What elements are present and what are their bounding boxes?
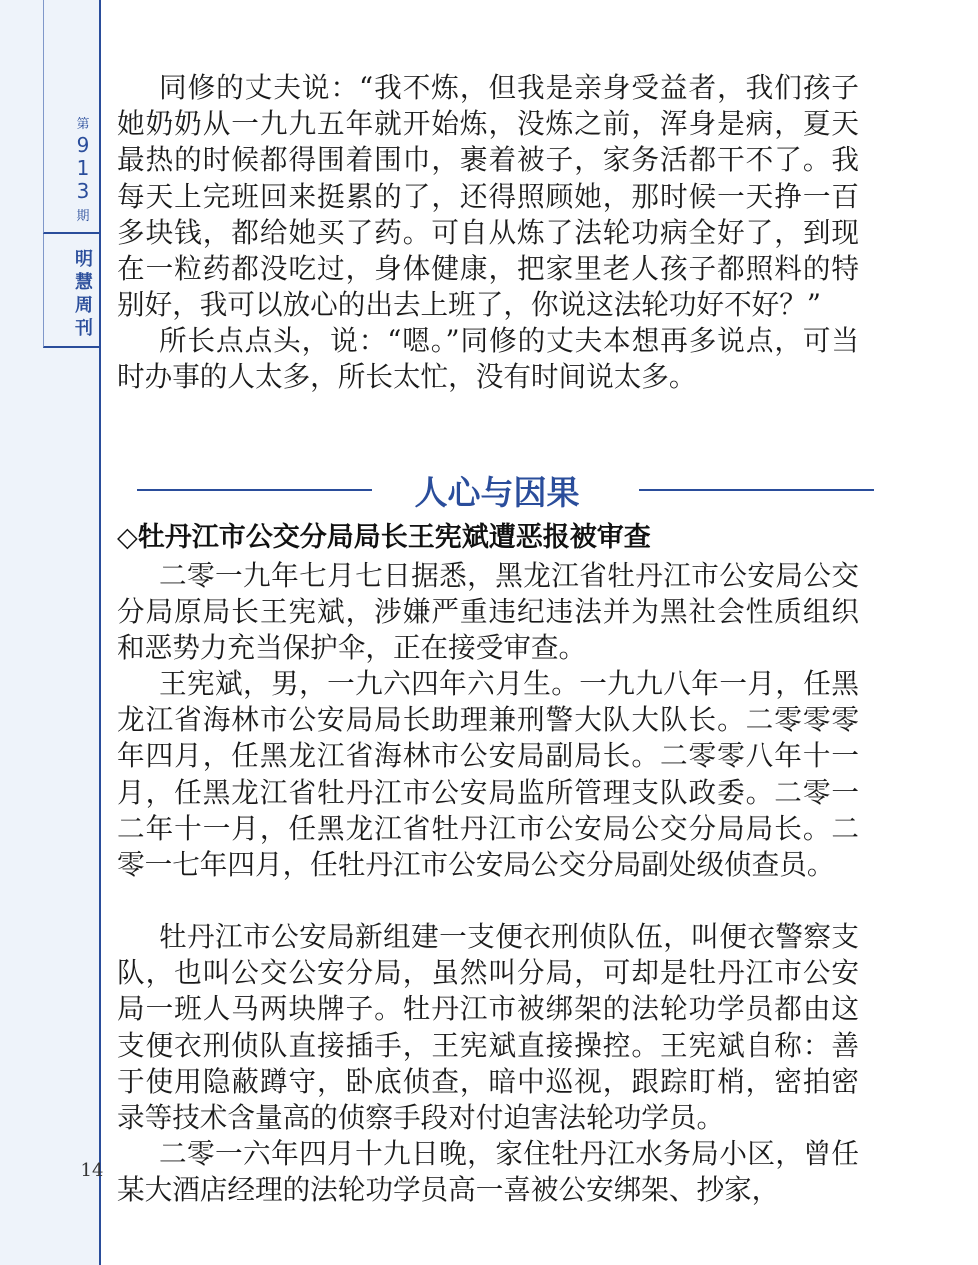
paragraph: 二零一九年七月七日据悉，黑龙江省牡丹江市公安局公交分局原局长王宪斌，涉嫌严重违纪违法并为黑社会性质组织和恶势力充当保护伞，正在接受审查。 xyxy=(117,559,859,665)
issue-digit: 1 xyxy=(76,156,90,180)
magazine-name-char: 慧 xyxy=(75,272,93,293)
section-heading xyxy=(117,465,859,515)
issue-digit: 9 xyxy=(76,133,90,157)
paragraph: 王宪斌，男，一九六四年六月生。一九九八年一月，任黑龙江省海林市公安局局长助理兼刑警大队大队长。二零零零年四月，任黑龙江省海林市公安局副局长。二零零八年十一月，任黑龙江省牡丹江市公安局监所管理支队政委。二零一二年十一月，任黑龙江省牡丹江市公安局公交分局局长。二零一七年四月，任牡丹江市公安局公交分局副处级侦查员。 xyxy=(117,667,859,882)
heading-rule-right xyxy=(639,489,874,491)
issue-digit: 3 xyxy=(76,179,90,203)
issue-suffix: 期 xyxy=(76,209,90,224)
page-number: 14 xyxy=(80,1160,104,1181)
paragraph: 同修的丈夫说：“我不炼，但我是亲身受益者，我们孩子她奶奶从一九九五年就开始炼，没炼之前，浑身是病，夏天最热的时候都得围着围巾，裹着被子，家务活都干不了。我每天上完班回来挺累的了，还得照顾她，那时候一天挣一百多块钱，都给她买了药。可自从炼了法轮功病全好了，到现在一粒药都没吃过，身体健康，把家里老人孩子都照料的特别好，我可以放心的出去上班了，你说这法轮功好不好？” xyxy=(117,71,859,322)
magazine-name-char: 刊 xyxy=(75,318,93,339)
paragraph: 牡丹江市公安局新组建一支便衣刑侦队伍，叫便衣警察支队，也叫公交公安分局，虽然叫分局，可却是牡丹江市公安局一班人马两块牌子。牡丹江市被绑架的法轮功学员都由这支便衣刑侦队直接插手，王宪斌直接操控。王宪斌自称：善于使用隐蔽蹲守，卧底侦查，暗中巡视，跟踪盯梢，密拍密录等技术含量高的侦察手段对付迫害法轮功学员。 xyxy=(117,920,859,1135)
heading-rule-left xyxy=(137,489,372,491)
paragraph: 所长点点头，说：“嗯。”同修的丈夫本想再多说点，可当时办事的人太多，所长太忙，没有时间说太多。 xyxy=(117,324,859,394)
section-title: 人心与因果 xyxy=(414,473,580,512)
magazine-name-char: 周 xyxy=(75,295,93,316)
article-title: ◇牡丹江市公交分局局长王宪斌遭恶报被审查 xyxy=(117,522,651,553)
magazine-name-char: 明 xyxy=(75,249,93,270)
paragraph: 二零一六年四月十九日晚，家住牡丹江水务局小区，曾任某大酒店经理的法轮功学员高一喜被公安绑架、抄家， xyxy=(117,1137,859,1207)
issue-prefix: 第 xyxy=(76,117,90,132)
